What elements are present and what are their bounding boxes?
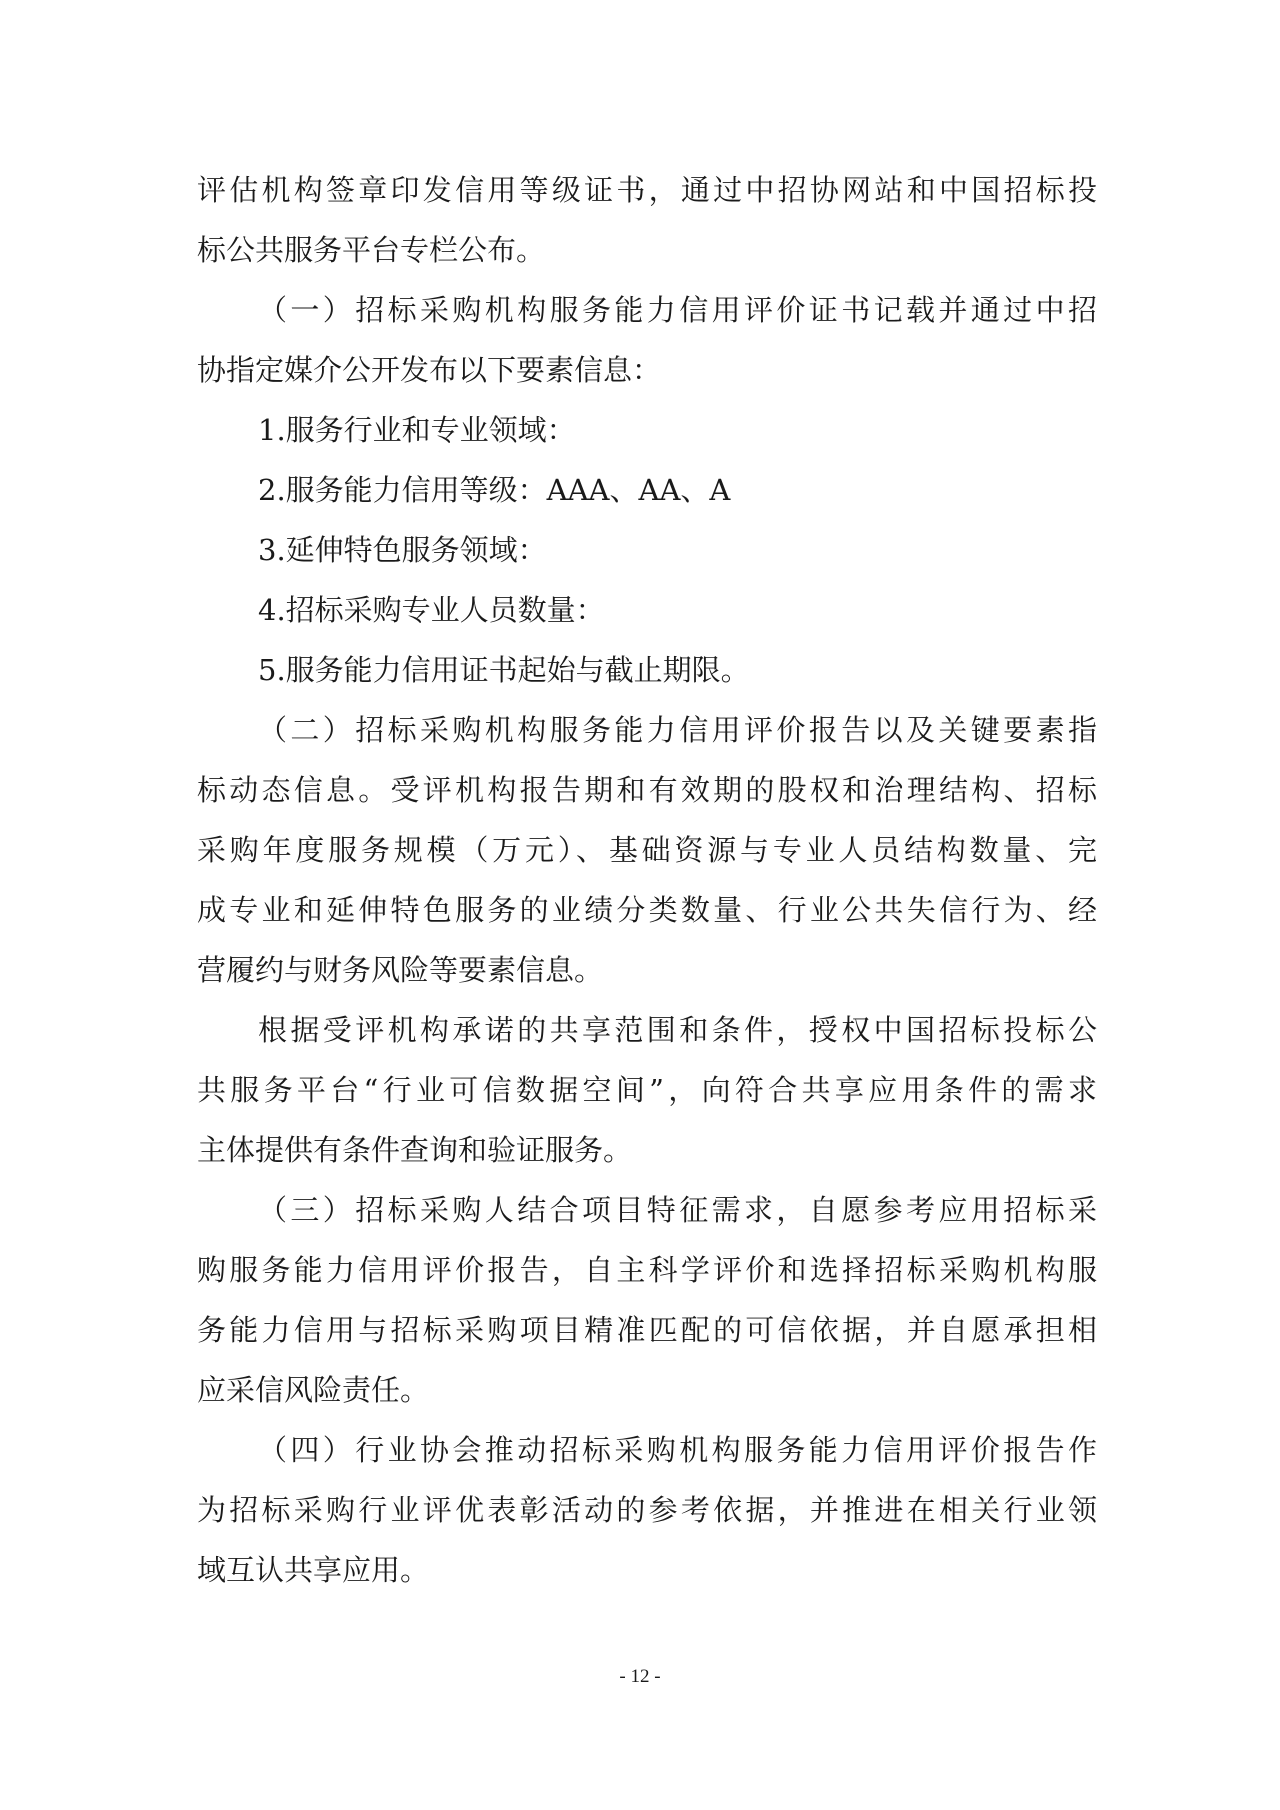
body-text-line: 评估机构签章印发信用等级证书，通过中招协网站和中国招标投 bbox=[197, 173, 1097, 207]
list-item-5: 5.服务能力信用证书起始与截止期限。 bbox=[258, 653, 750, 687]
list-item-3: 3.延伸特色服务领域： bbox=[258, 533, 547, 567]
body-text-line: 标动态信息。受评机构报告期和有效期的股权和治理结构、招标 bbox=[197, 773, 1097, 807]
body-text-line: 营履约与财务风险等要素信息。 bbox=[197, 953, 604, 987]
body-text-line: 共服务平台“行业可信数据空间”，向符合共享应用条件的需求 bbox=[197, 1073, 1097, 1107]
body-text-line: 采购年度服务规模（万元）、基础资源与专业人员结构数量、完 bbox=[197, 833, 1097, 867]
section-heading-4: （四）行业协会推动招标采购机构服务能力信用评价报告作 bbox=[258, 1433, 1097, 1467]
body-text-line: 为招标采购行业评优表彰活动的参考依据，并推进在相关行业领 bbox=[197, 1493, 1097, 1527]
body-text-line: 购服务能力信用评价报告，自主科学评价和选择招标采购机构服 bbox=[197, 1253, 1097, 1287]
section-heading-2: （二）招标采购机构服务能力信用评价报告以及关键要素指 bbox=[258, 713, 1097, 747]
page-number: - 12 - bbox=[619, 1666, 661, 1687]
section-heading-3: （三）招标采购人结合项目特征需求，自愿参考应用招标采 bbox=[258, 1193, 1097, 1227]
body-text-line: 成专业和延伸特色服务的业绩分类数量、行业公共失信行为、经 bbox=[197, 893, 1097, 927]
body-text-line: 根据受评机构承诺的共享范围和条件，授权中国招标投标公 bbox=[258, 1013, 1097, 1047]
list-item-2: 2.服务能力信用等级：AAA、AA、A bbox=[258, 473, 731, 507]
body-text-line: 标公共服务平台专栏公布。 bbox=[197, 233, 546, 267]
list-item-4: 4.招标采购专业人员数量： bbox=[258, 593, 605, 627]
body-text-line: 协指定媒介公开发布以下要素信息： bbox=[197, 353, 662, 387]
body-text-line: 应采信风险责任。 bbox=[197, 1373, 430, 1407]
body-text-line: 主体提供有条件查询和验证服务。 bbox=[197, 1133, 633, 1167]
body-text-line: 务能力信用与招标采购项目精准匹配的可信依据，并自愿承担相 bbox=[197, 1313, 1097, 1347]
body-text-line: 域互认共享应用。 bbox=[197, 1553, 430, 1587]
section-heading-1: （一）招标采购机构服务能力信用评价证书记载并通过中招 bbox=[258, 293, 1097, 327]
list-item-1: 1.服务行业和专业领域： bbox=[258, 413, 576, 447]
